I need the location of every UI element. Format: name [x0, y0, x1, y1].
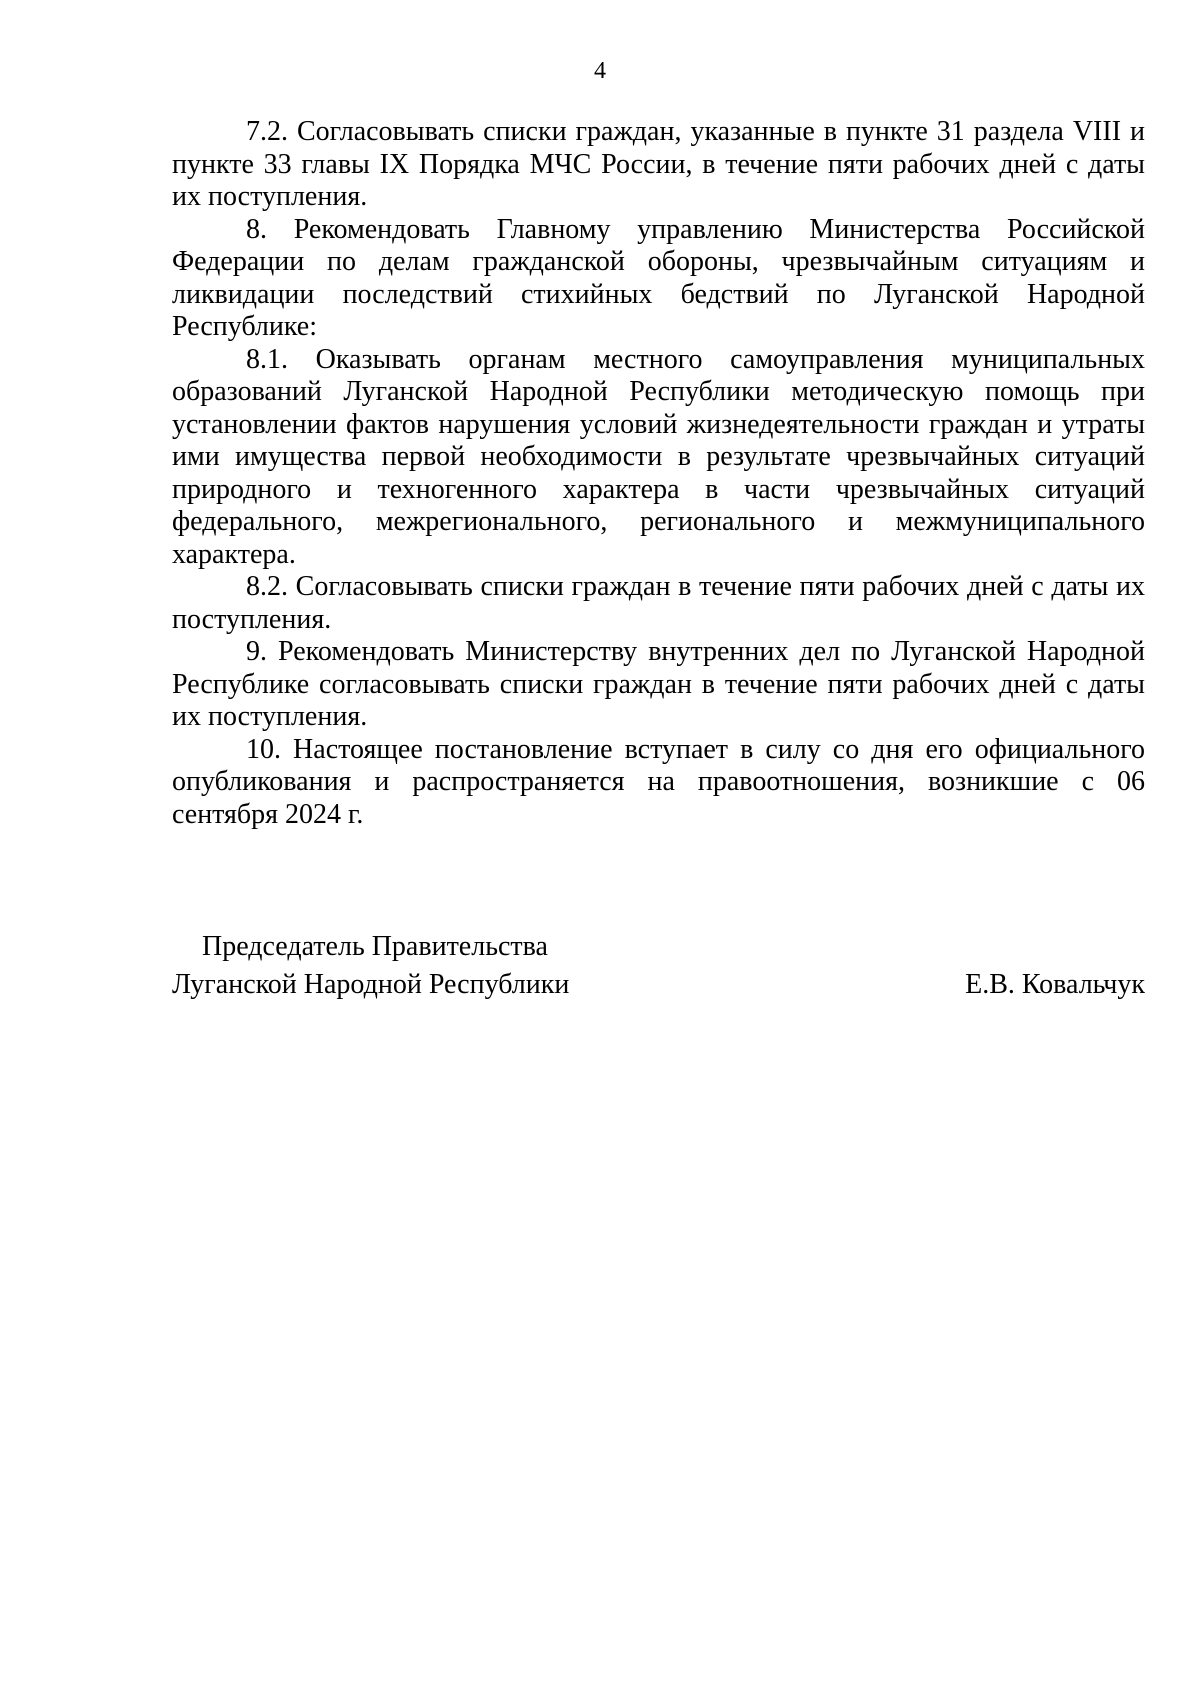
paragraph-8-1: 8.1. Оказывать органам местного самоуправления муниципальных образований Луганской Народной Республики методическую помощь при установлении фактов нарушения условий жизнедеятельности граждан и утраты ими имущества первой необходимости в результате чрезвычайных ситуаций природного и техногенного характера в части чрезвычайных ситуаций федерального, межрегионального, регионального и межмуниципального характера.	[172, 343, 1145, 570]
signatory-title-line-2: Луганской Народной Республики	[172, 969, 570, 1000]
signatory-title-line-1: Председатель Правительства	[202, 931, 548, 962]
signature-row	[172, 966, 1145, 1004]
paragraph-8: 8. Рекомендовать Главному управлению Министерства Российской Федерации по делам гражданской обороны, чрезвычайным ситуациям и ликвидации последствий стихийных бедствий по Луганской Народной Республике:	[172, 213, 1145, 342]
signature-block	[172, 928, 1145, 1004]
page-number: 4	[594, 58, 606, 84]
document-body	[172, 116, 1145, 831]
paragraph-7-2: 7.2. Согласовывать списки граждан, указанные в пункте 31 раздела VIII и пункте 33 главы IX Порядка МЧС России, в течение пяти рабочих дней с даты их поступления.	[172, 116, 1145, 212]
signatory-name: Е.В. Ковальчук	[965, 969, 1145, 1000]
paragraph-10: 10. Настоящее постановление вступает в силу со дня его официального опубликования и распространяется на правоотношения, возникшие с 06 сентября 2024 г.	[172, 733, 1145, 830]
paragraph-9: 9. Рекомендовать Министерству внутренних дел по Луганской Народной Республике согласовывать списки граждан в течение пяти рабочих дней с даты их поступления.	[172, 636, 1145, 732]
paragraph-8-2: 8.2. Согласовывать списки граждан в течение пяти рабочих дней с даты их поступления.	[172, 571, 1145, 635]
